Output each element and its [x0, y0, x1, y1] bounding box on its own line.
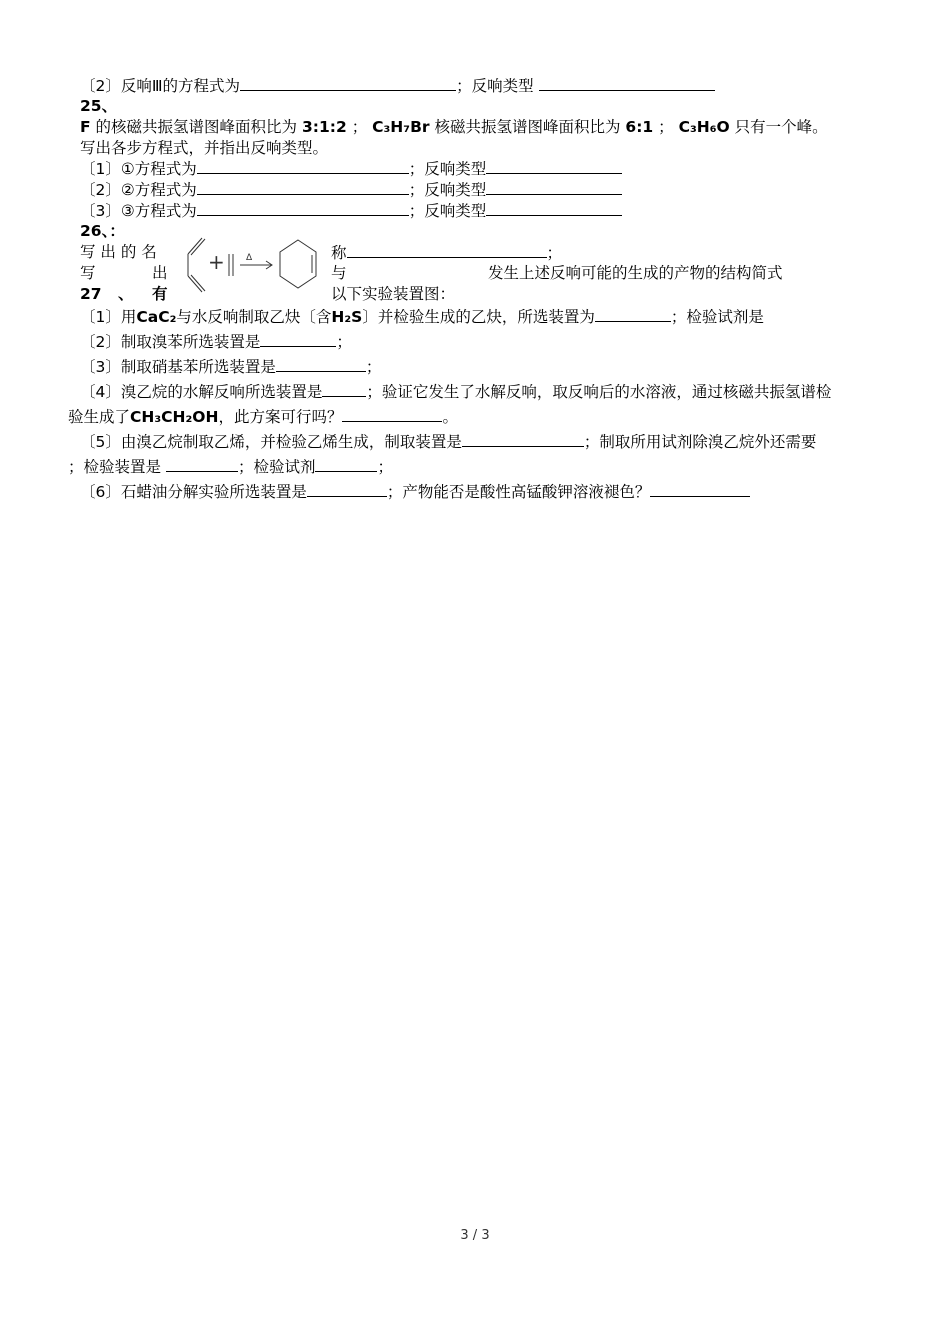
butadiene-structure	[188, 238, 205, 292]
q25-part2-line	[80, 179, 622, 200]
name-label: 称	[331, 244, 347, 262]
answer-blank[interactable]	[240, 75, 456, 91]
q27-part5-line	[80, 431, 816, 452]
reaction-arrow-icon	[240, 261, 272, 269]
q26-write-label: 写	[80, 264, 96, 282]
text: 〔6〕石蜡油分解实验所选装置是	[80, 483, 307, 501]
answer-blank[interactable]	[197, 179, 409, 195]
answer-blank[interactable]	[539, 75, 715, 91]
text: ；验证它发生了水解反响，取反响后的水溶液，通过核磁共振氢谱检	[366, 383, 832, 401]
formula-h2s: H₂S	[331, 308, 363, 326]
formula-c3h7br: C₃H₇Br	[372, 118, 430, 136]
text: 与水反响制取乙炔〔含	[176, 308, 332, 326]
q27-part6-line	[80, 481, 750, 502]
q26-with-label: 与	[331, 264, 347, 282]
answer-blank[interactable]	[166, 456, 238, 472]
q25-part3-line	[80, 200, 622, 221]
answer-blank[interactable]	[347, 242, 547, 258]
text: ；检验试剂	[237, 458, 316, 476]
ethylene-structure	[229, 254, 233, 276]
q27-part2-line	[80, 331, 352, 352]
statement-text: ；	[351, 118, 368, 136]
answer-blank[interactable]	[650, 481, 750, 497]
q25-part1-line	[80, 158, 622, 179]
answer-blank[interactable]	[322, 381, 366, 397]
statement-text: 只有一个峰。	[734, 118, 828, 136]
punct: ；	[336, 333, 352, 351]
page-number: 3 / 3	[460, 1228, 490, 1243]
answer-blank[interactable]	[307, 481, 387, 497]
diels-alder-reaction-diagram	[180, 236, 325, 294]
answer-blank[interactable]	[260, 331, 336, 347]
formula-ethanol: CH₃CH₂OH	[130, 408, 219, 426]
answer-blank[interactable]	[486, 158, 622, 174]
q25-statement	[80, 117, 828, 137]
q26-name-line	[331, 242, 562, 263]
text: 验生成了	[68, 408, 131, 426]
reaction-type-label: ；反响类型	[456, 77, 534, 95]
text: ，此方案可行吗？	[218, 408, 343, 426]
statement-text: 核磁共振氢谱图峰面积比为	[434, 118, 621, 136]
reaction-type-label: ；反响类型	[408, 181, 487, 199]
q26-out-label: 出	[152, 264, 168, 282]
statement-text: 的核磁共振氢谱图峰面积比为	[95, 118, 298, 136]
text: 〔5〕由溴乙烷制取乙烯，并检验乙烯生成，制取装置是	[80, 433, 462, 451]
q27-part4-line	[80, 381, 831, 402]
punct: ；	[365, 358, 382, 376]
text: 〔1〕用	[80, 308, 137, 326]
text: 〕并检验生成的乙炔，所选装置为	[362, 308, 595, 326]
q25-part2-label: 〔2〕②方程式为	[80, 181, 197, 199]
heat-condition: Δ	[246, 253, 253, 263]
answer-blank[interactable]	[486, 179, 622, 195]
q27-part3-line	[80, 356, 381, 377]
q25-part1-label: 〔1〕①方程式为	[80, 160, 197, 178]
q25-number: 25、	[80, 97, 118, 115]
q24-part2-line	[80, 75, 715, 96]
text: ；制取所用试剂除溴乙烷外还需要	[583, 433, 817, 451]
q24-part2-label: 〔2〕反响Ⅲ的方程式为	[80, 77, 241, 95]
ratio-value: 6:1	[625, 118, 654, 136]
punct: 。	[442, 408, 458, 426]
text: 〔4〕溴乙烷的水解反响所选装置是	[80, 383, 323, 401]
q27-heading: 以下实验装置图：	[331, 285, 456, 303]
q25-part3-label: 〔3〕③方程式为	[80, 202, 197, 220]
q27-part1-line	[80, 306, 764, 327]
q26-number: 26、：	[80, 222, 125, 240]
answer-blank[interactable]	[315, 456, 377, 472]
statement-text: ；	[658, 118, 674, 136]
q27-part5-continued	[68, 456, 393, 477]
text: 〔3〕制取硝基苯所选装置是	[80, 358, 276, 376]
cyclohexene-structure	[280, 240, 316, 288]
q26-product-prompt: 发生上述反响可能的生成的产物的结构简式	[488, 264, 783, 282]
plus-sign: +	[208, 250, 225, 274]
q27-punct: 、	[118, 285, 134, 303]
reaction-type-label: ；反响类型	[408, 160, 487, 178]
q27-you: 有	[152, 285, 168, 303]
q25-instruction: 写出各步方程式，并指出反响类型。	[80, 139, 329, 157]
answer-blank[interactable]	[342, 406, 442, 422]
answer-blank[interactable]	[276, 356, 366, 372]
ratio-value: 3:1:2	[301, 118, 347, 136]
answer-blank[interactable]	[462, 431, 584, 447]
answer-blank[interactable]	[595, 306, 671, 322]
answer-blank[interactable]	[197, 200, 409, 216]
formula-cac2: CaC₂	[136, 308, 177, 326]
reaction-type-label: ；反响类型	[408, 202, 487, 220]
text: ；产物能否是酸性高锰酸钾溶液褪色？	[386, 483, 651, 501]
punct: ；	[546, 244, 563, 262]
q27-number: 27	[80, 285, 102, 303]
text: 〔2〕制取溴苯所选装置是	[80, 333, 261, 351]
formula-c3h6o: C₃H₆O	[678, 118, 730, 136]
q27-part4-continued	[68, 406, 458, 427]
compound-f: F	[80, 118, 91, 136]
text: ；检验试剂是	[670, 308, 764, 326]
answer-blank[interactable]	[197, 158, 409, 174]
q26-write-name-label: 写 出 的 名	[80, 243, 157, 261]
punct: ；	[377, 458, 393, 476]
answer-blank[interactable]	[486, 200, 622, 216]
text: ；检验装置是	[68, 458, 162, 476]
